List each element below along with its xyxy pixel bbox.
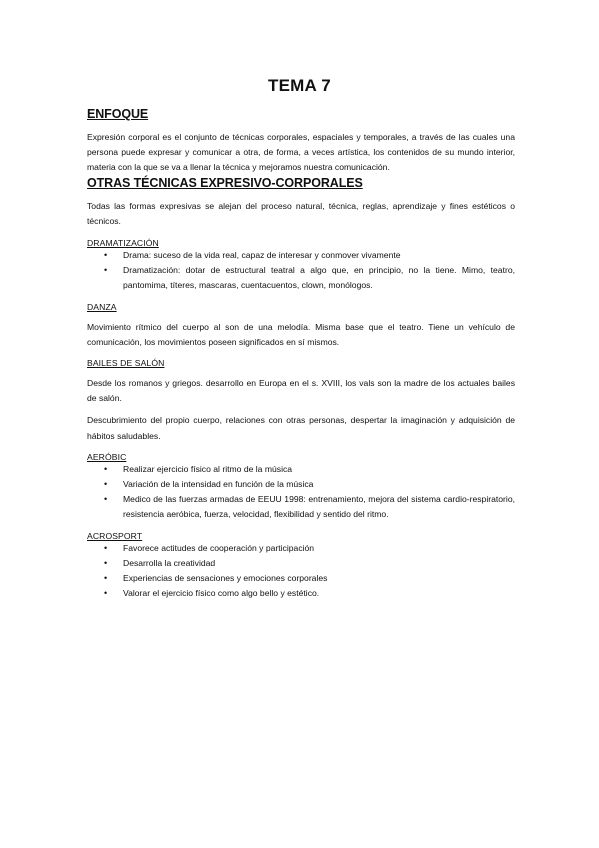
list-item: • Valorar el ejercicio físico como algo bello y estético.	[87, 586, 515, 601]
dramatizacion-list	[87, 248, 515, 294]
subheading-danza: DANZA	[87, 301, 117, 312]
bailes-paragraph-1: Desde los romanos y griegos. desarrollo en Europa en el s. XVIII, los vals son la madre de los actuales bailes de salón.	[87, 378, 515, 404]
list-item: • Desarrolla la creatividad	[87, 556, 515, 571]
acrosport-list	[87, 541, 515, 602]
bullet-icon: •	[104, 542, 108, 553]
list-item: • Drama: suceso de la vida real, capaz de interesar y conmover vivamente	[87, 248, 515, 263]
bullet-icon: •	[104, 463, 108, 474]
bailes-paragraph-2: Descubrimiento del propio cuerpo, relaciones con otras personas, despertar la imaginación y adquisición de hábitos saludables.	[87, 415, 515, 441]
bullet-icon: •	[104, 250, 108, 261]
list-item: • Favorece actitudes de cooperación y participación	[87, 541, 515, 556]
list-item: • Medico de las fuerzas armadas de EEUU 1998: entrenamiento, mejora del sistema cardio-respiratorio, resistencia aeróbica, fuerza, velocidad, flexibilidad y sentido del ritmo.	[104, 494, 515, 520]
list-item: • Experiencias de sensaciones y emociones corporales	[87, 571, 515, 586]
subheading-bailes-de-salon: BAILES DE SALÓN	[87, 358, 165, 369]
bullet-icon: •	[104, 265, 108, 276]
document-body	[87, 107, 515, 601]
danza-paragraph: Movimiento rítmico del cuerpo al son de una melodía. Misma base que el teatro. Tiene un vehículo de comunicación, los movimientos poseen significados en sí mismos.	[87, 321, 515, 347]
bullet-icon: •	[104, 573, 108, 584]
list-item: • Dramatización: dotar de estructural teatral a algo que, en principio, no la tiene. Mimo, teatro, pantomima, títeres, mascaras, cuentacuentos, clown, monólogos.	[104, 265, 515, 291]
subheading-acrosport: ACROSPORT	[87, 530, 143, 541]
list-item: • Variación de la intensidad en función de la música	[87, 477, 515, 492]
otras-intro-paragraph: Todas las formas expresivas se alejan del proceso natural, técnica, reglas, aprendizaje y fines estéticos o técnicos.	[87, 200, 515, 226]
bullet-icon: •	[104, 588, 108, 599]
bullet-icon: •	[104, 479, 108, 490]
section-heading-otras-tecnicas: OTRAS TÉCNICAS EXPRESIVO-CORPORALES	[87, 175, 363, 190]
bullet-icon: •	[104, 494, 108, 505]
subheading-aerobic: AERÓBIC	[87, 451, 127, 462]
section-heading-enfoque: ENFOQUE	[87, 107, 149, 121]
enfoque-paragraph: Expresión corporal es el conjunto de técnicas corporales, espaciales y temporales, a través de las cuales una persona puede expresar y comunicar a otra, de forma, a veces artística, los contenidos de su mundo interior, materia con la que se va a llenar la técnica y mejoramos nuestra comunicación.	[87, 132, 515, 173]
aerobic-list	[87, 462, 515, 523]
list-item: • Realizar ejercicio físico al ritmo de la música	[87, 462, 515, 477]
bullet-icon: •	[104, 557, 108, 568]
page-title: TEMA 7	[268, 76, 331, 95]
subheading-dramatizacion: DRAMATIZACIÓN	[87, 238, 159, 249]
